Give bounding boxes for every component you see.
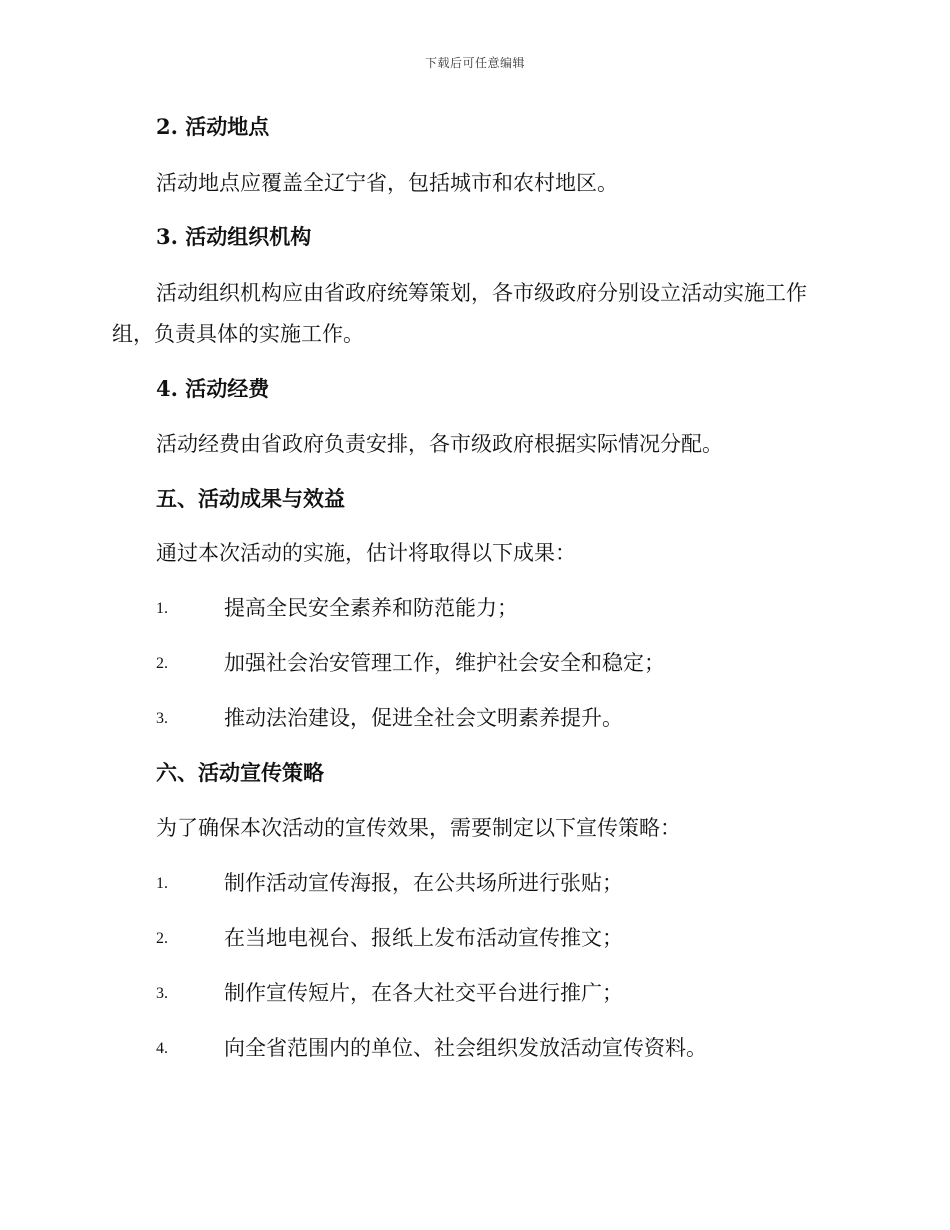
- publicity-item-text: 制作活动宣传海报，在公共场所进行张贴；: [224, 871, 623, 895]
- organization-text-line-1: 活动组织机构应由省政府统筹策划，各市级政府分别设立活动实施工作: [156, 281, 807, 305]
- results-item-number: 1.: [156, 600, 168, 617]
- publicity-item-number: 4.: [156, 1040, 168, 1057]
- results-item-number: 2.: [156, 655, 168, 672]
- location-text: 活动地点应覆盖全辽宁省，包括城市和农村地区。: [156, 171, 618, 195]
- funding-heading: 4. 活动经费: [156, 376, 270, 401]
- results-item-text: 加强社会治安管理工作，维护社会安全和稳定；: [224, 651, 665, 675]
- publicity-item-number: 3.: [156, 985, 168, 1002]
- funding-text: 活动经费由省政府负责安排，各市级政府根据实际情况分配。: [156, 432, 723, 456]
- organization-heading: 3. 活动组织机构: [156, 224, 312, 249]
- publicity-intro: 为了确保本次活动的宣传效果，需要制定以下宣传策略：: [156, 816, 681, 840]
- publicity-item-text: 在当地电视台、报纸上发布活动宣传推文；: [224, 926, 623, 950]
- results-heading: 五、活动成果与效益: [156, 486, 345, 511]
- results-item-text: 推动法治建设，促进全社会文明素养提升。: [224, 706, 623, 730]
- organization-text-line-2: 组，负责具体的实施工作。: [112, 322, 364, 346]
- publicity-item-number: 1.: [156, 875, 168, 892]
- publicity-item-text: 制作宣传短片，在各大社交平台进行推广；: [224, 981, 623, 1005]
- publicity-item-number: 2.: [156, 930, 168, 947]
- publicity-item-text: 向全省范围内的单位、社会组织发放活动宣传资料。: [224, 1036, 707, 1060]
- publicity-heading: 六、活动宣传策略: [156, 760, 324, 785]
- location-heading: 2. 活动地点: [156, 114, 270, 139]
- results-item-text: 提高全民安全素养和防范能力；: [224, 596, 518, 620]
- header-note: 下载后可任意编辑: [424, 56, 525, 70]
- results-item-number: 3.: [156, 710, 168, 727]
- results-intro: 通过本次活动的实施，估计将取得以下成果：: [156, 541, 576, 565]
